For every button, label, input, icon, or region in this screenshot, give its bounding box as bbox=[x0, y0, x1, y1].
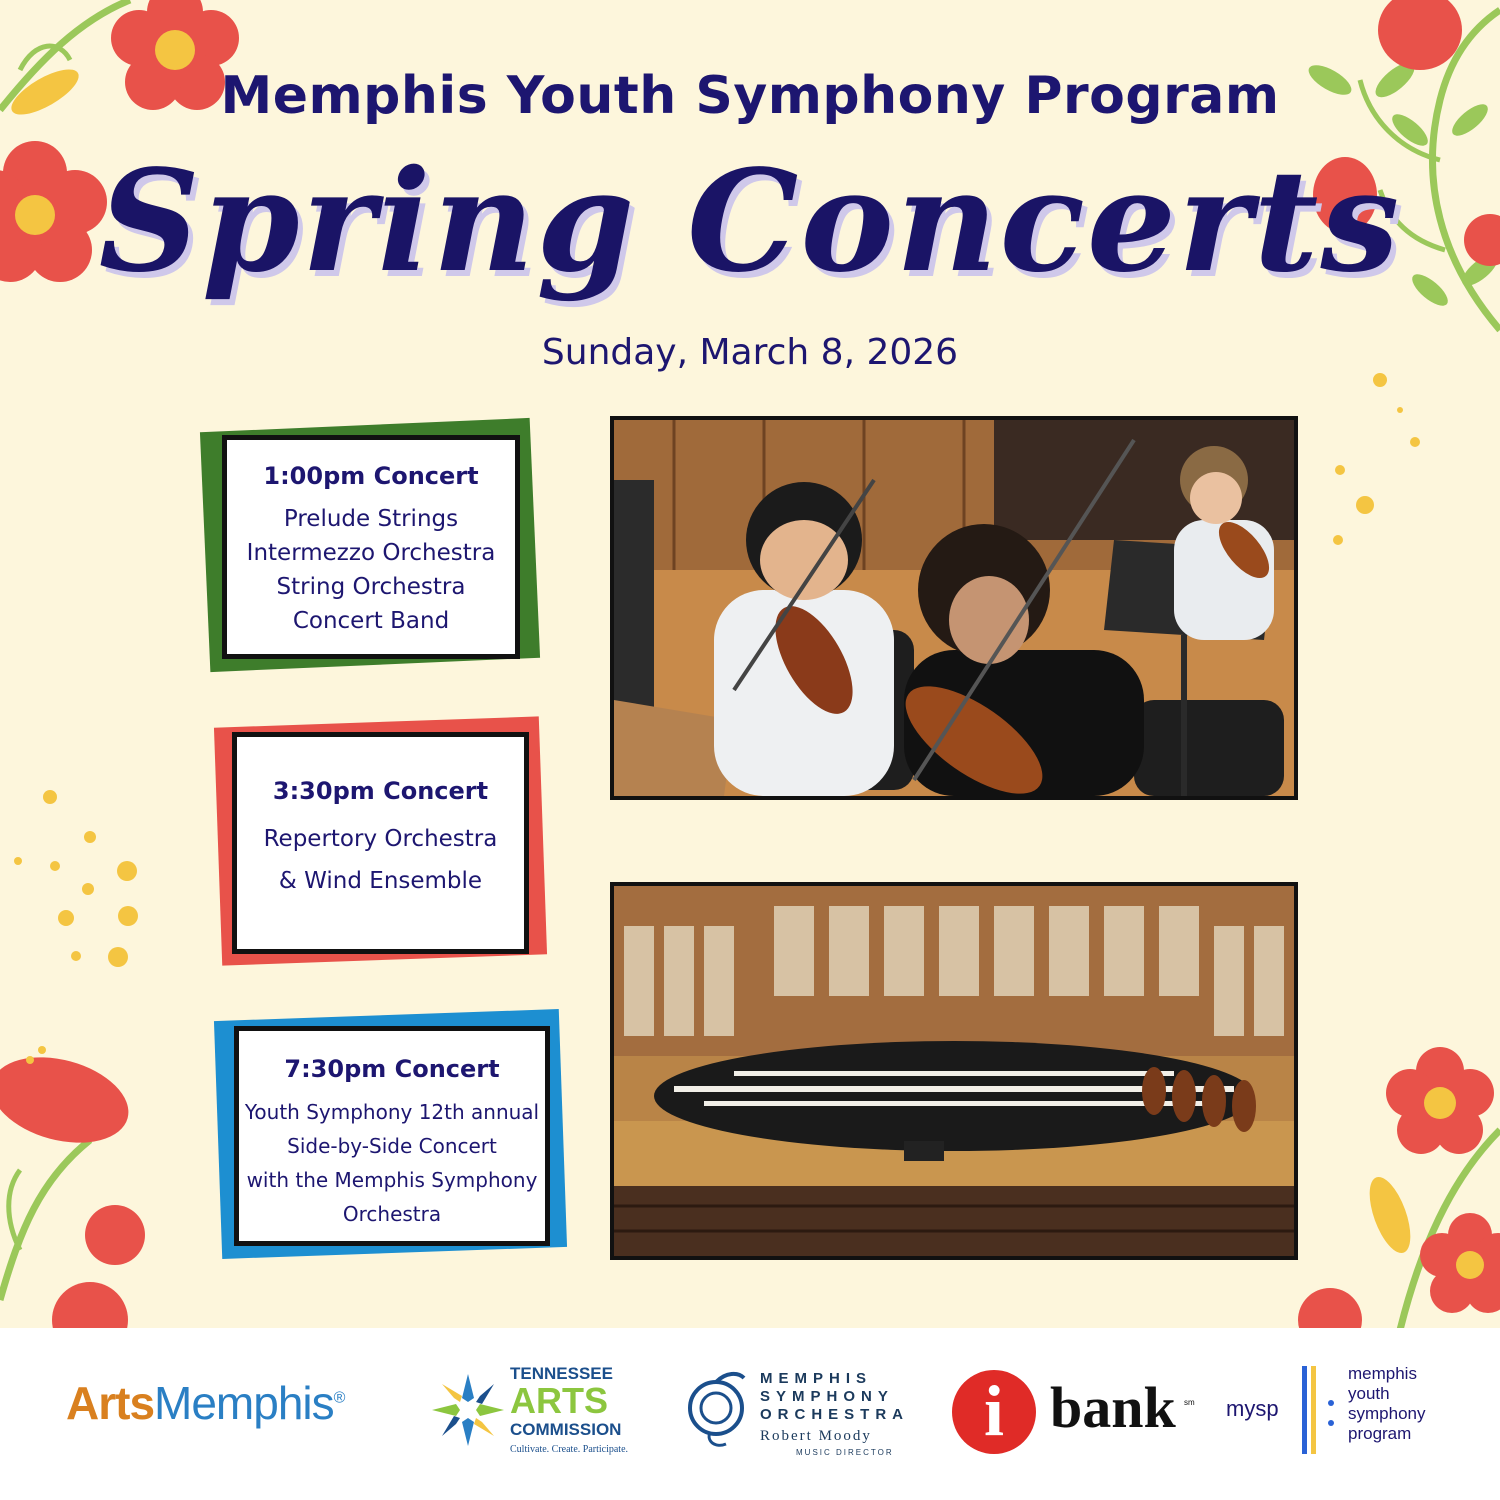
concert-time: 7:30pm Concert bbox=[284, 1055, 500, 1083]
mso-line2: SYMPHONY bbox=[760, 1388, 894, 1405]
mso-line1: MEMPHIS bbox=[760, 1370, 873, 1387]
mysp-line4: program bbox=[1348, 1424, 1412, 1443]
ensemble-name: Intermezzo Orchestra bbox=[246, 540, 496, 566]
arts-memphis-logo[interactable] bbox=[66, 1376, 344, 1430]
concert-time: 1:00pm Concert bbox=[263, 462, 479, 490]
mysp-line1: memphis bbox=[1348, 1364, 1417, 1383]
concert-time: 3:30pm Concert bbox=[272, 777, 489, 805]
tn-arts-commission-logo[interactable] bbox=[430, 1364, 630, 1464]
concert-card-1 bbox=[222, 435, 520, 659]
ensemble-name: Orchestra bbox=[342, 1202, 442, 1226]
ensemble-name: Prelude Strings bbox=[283, 506, 459, 532]
ibank-mark: sm bbox=[1184, 1398, 1195, 1407]
page-title: Spring Concerts bbox=[98, 140, 1402, 304]
mso-director: Robert Moody bbox=[760, 1428, 872, 1444]
mso-line3: ORCHESTRA bbox=[760, 1406, 910, 1423]
tn-arts-line2: ARTS bbox=[510, 1380, 608, 1421]
mysp-line2: youth bbox=[1348, 1384, 1390, 1403]
concert-date: Sunday, March 8, 2026 bbox=[541, 332, 959, 373]
tn-arts-tagline: Cultivate. Create. Participate. bbox=[510, 1444, 629, 1455]
ibank-letter: i bbox=[983, 1371, 1004, 1451]
ensemble-name: String Orchestra bbox=[276, 574, 466, 600]
mysp-dot-1 bbox=[1328, 1400, 1334, 1406]
program-subtitle: Memphis Youth Symphony Program bbox=[220, 66, 1280, 126]
concert-card-2 bbox=[232, 732, 529, 954]
ensemble-name: Side-by-Side Concert bbox=[287, 1134, 497, 1158]
mysp-abbr: mysp bbox=[1226, 1396, 1279, 1421]
ensemble-name: Concert Band bbox=[292, 608, 450, 634]
french-horn-icon bbox=[686, 1370, 750, 1450]
mso-director-title: MUSIC DIRECTOR bbox=[796, 1448, 894, 1457]
ensemble-name: & Wind Ensemble bbox=[278, 868, 483, 894]
ensemble-name: with the Memphis Symphony bbox=[246, 1168, 538, 1192]
ensemble-name: Repertory Orchestra bbox=[263, 826, 498, 852]
flower-bottom-right-1 bbox=[1386, 1047, 1494, 1154]
mysp-dot-2 bbox=[1328, 1420, 1334, 1426]
tn-arts-line3: COMMISSION bbox=[510, 1420, 622, 1439]
arts-memphis-part2: Memphis bbox=[154, 1377, 334, 1429]
sponsor-footer bbox=[0, 1328, 1500, 1500]
ensemble-name: Youth Symphony 12th annual bbox=[244, 1100, 540, 1124]
ibank-logo[interactable] bbox=[950, 1368, 1200, 1458]
mysp-bar-yellow bbox=[1311, 1366, 1316, 1454]
concert-card-3 bbox=[234, 1026, 550, 1246]
arts-memphis-mark: ® bbox=[333, 1389, 345, 1407]
mysp-logo[interactable] bbox=[1226, 1366, 1456, 1466]
arts-memphis-part1: Arts bbox=[66, 1377, 155, 1429]
tn-arts-line1: TENNESSEE bbox=[510, 1364, 613, 1383]
photo-violinists bbox=[610, 416, 1298, 800]
memphis-symphony-logo[interactable] bbox=[686, 1368, 910, 1478]
ibank-word: bank bbox=[1050, 1375, 1176, 1440]
star-burst-icon bbox=[430, 1372, 506, 1448]
mysp-line3: symphony bbox=[1348, 1404, 1426, 1423]
photo-orchestra-hall bbox=[610, 882, 1298, 1260]
mysp-bar-blue bbox=[1302, 1366, 1307, 1454]
